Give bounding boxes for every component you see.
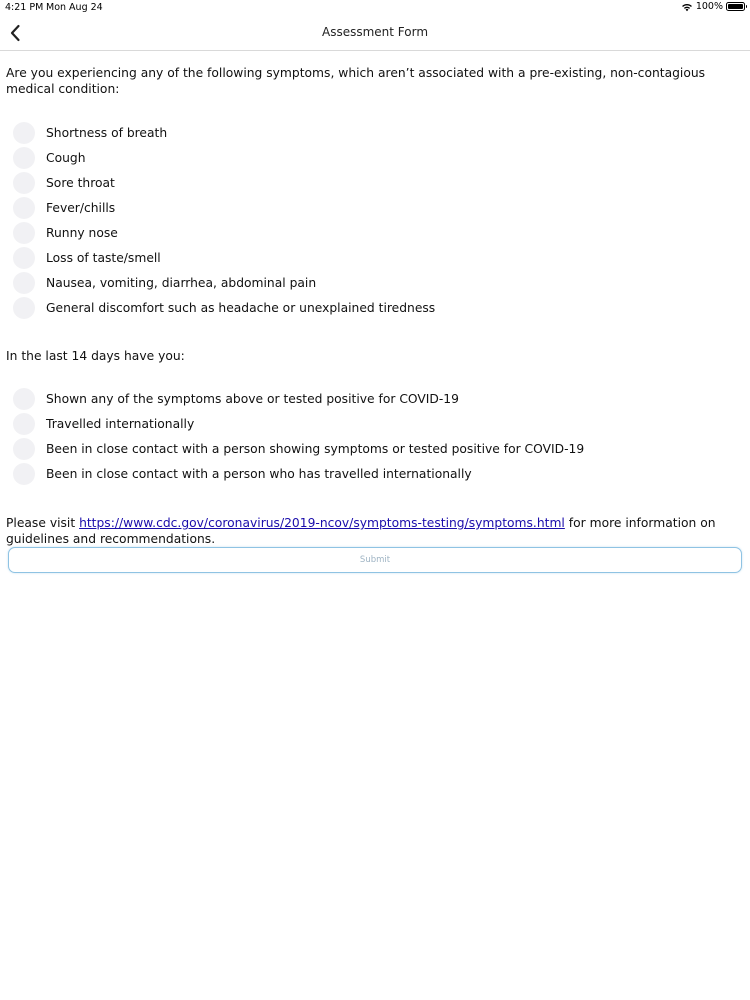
option-label: Been in close contact with a person who has travelled internationally [46,466,472,481]
option-label: Runny nose [46,226,118,240]
option-exposure-2[interactable] [6,412,736,437]
option-symptom-8[interactable] [6,295,736,320]
status-bar [0,0,750,16]
option-symptom-6[interactable] [6,245,736,270]
battery-fill [728,4,743,9]
exposure-options [6,387,736,487]
battery-percentage: 100% [695,1,723,12]
radio-circle[interactable] [13,147,35,169]
option-label: General discomfort such as headache or unexplained tiredness [46,300,436,315]
info-prefix: Please visit [6,516,80,531]
status-time: 4:21 PM [5,2,44,13]
radio-circle[interactable] [13,247,35,269]
option-label: Loss of taste/smell [46,250,161,265]
option-symptom-4[interactable] [6,196,736,221]
option-label: Shown any of the symptoms above or tested positive for COVID-19 [46,392,459,407]
radio-circle[interactable] [13,172,35,194]
radio-circle[interactable] [13,388,35,410]
cdc-link[interactable]: https://www.cdc.gov/coronavirus/2019-ncov/symptoms-testing/symptoms.html [79,516,565,531]
wifi-icon [681,2,693,12]
option-exposure-4[interactable] [6,461,736,486]
option-label: Shortness of breath [46,126,168,141]
submit-button[interactable]: Submit [8,547,742,573]
option-exposure-3[interactable] [6,436,736,461]
assessment-form [6,66,736,547]
navigation-bar [0,16,750,51]
battery-icon [726,2,745,11]
option-symptom-7[interactable] [6,270,736,295]
option-symptom-5[interactable] [6,221,736,246]
radio-circle[interactable] [13,413,35,435]
radio-circle[interactable] [13,297,35,319]
option-label: Cough [46,151,86,166]
status-indicators [681,1,745,12]
option-symptom-3[interactable] [6,171,736,196]
radio-circle[interactable] [13,438,35,460]
radio-circle[interactable] [13,122,35,144]
radio-circle[interactable] [13,197,35,219]
info-suffix: for more information on guidelines and recommendations. [6,516,716,546]
option-label: Been in close contact with a person showing symptoms or tested positive for COVID-19 [46,441,585,456]
radio-circle[interactable] [13,272,35,294]
symptoms-question: Are you experiencing any of the following symptoms, which aren’t associated with a pre-existing, non-contagious medical condition: [6,66,706,96]
exposure-question: In the last 14 days have you: [6,349,185,364]
option-symptom-1[interactable] [6,121,736,146]
info-text [6,516,736,547]
option-label: Sore throat [46,176,115,191]
option-label: Travelled internationally [46,416,195,431]
option-symptom-2[interactable] [6,146,736,171]
radio-circle[interactable] [13,222,35,244]
option-label: Nausea, vomiting, diarrhea, abdominal pain [46,275,317,290]
status-date: Mon Aug 24 [46,2,103,13]
option-label: Fever/chills [46,201,116,216]
symptoms-options [6,121,736,320]
radio-circle[interactable] [13,463,35,485]
page-title: Assessment Form [321,25,429,39]
option-exposure-1[interactable] [6,387,736,412]
